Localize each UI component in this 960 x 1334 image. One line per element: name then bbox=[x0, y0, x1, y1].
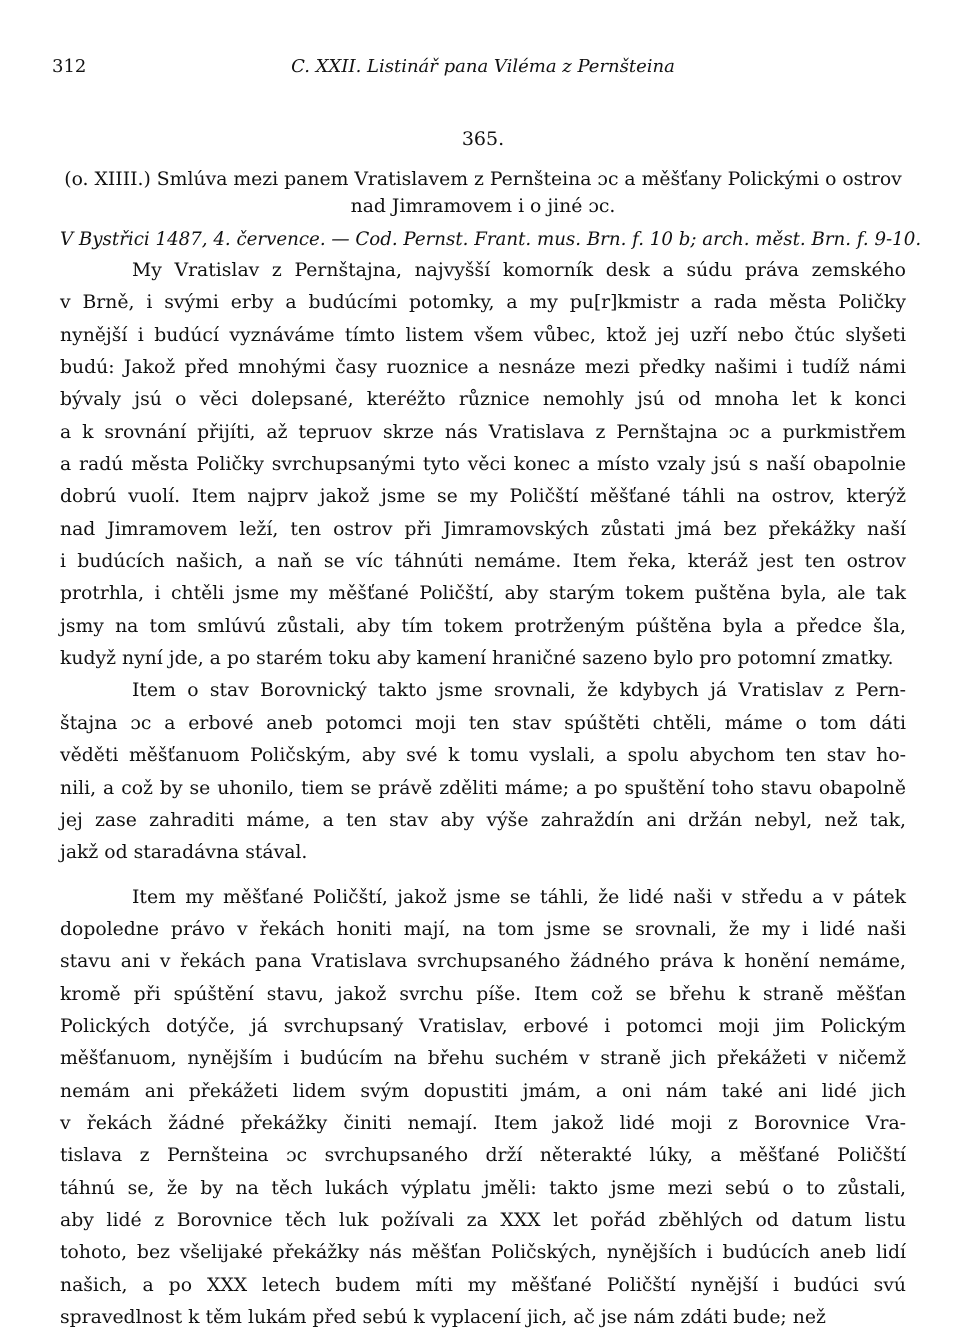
text-line: spravedlnost k těm lukám před sebú k vyplacení jich, ač jse nám zdáti bude; než bbox=[60, 1307, 826, 1328]
text-line: Item my měšťané Poličští, jakož jsme se táhli, že lidé naši v středu a v pátek bbox=[132, 886, 906, 908]
text-line: našich, a po XXX letech budem míti my měšťané Poličští nynější i budúci svú bbox=[60, 1274, 906, 1296]
text-line: dobrú vuolí. Item najprv jakož jsme se my Poličští měšťané táhli na ostrov, kterýž bbox=[60, 486, 906, 508]
text-line: věděti měšťanuom Poličským, aby své k tomu vyslali, a spolu abychom ten stav ho- bbox=[60, 745, 906, 767]
text-line: Item o stav Borovnický takto jsme srovnali, že kdybych já Vratislav z Pern- bbox=[132, 680, 906, 702]
paragraph-gap bbox=[60, 870, 906, 882]
text-line: stavu ani v řekách pana Vratislava svrchupsaného žádného práva k honění nemáme, bbox=[60, 951, 906, 973]
text-line: jakž od staradávna stával. bbox=[60, 842, 308, 864]
source-citation: V Bystřici 1487, 4. července. — Cod. Pernst. Frant. mus. Brn. f. 10 b; arch. měst. Brn. f. 9-10. bbox=[60, 229, 922, 250]
text-line: štajna ɔc a erbové aneb potomci moji ten stav spúštěti chtěli, máme o tom dáti bbox=[60, 712, 906, 734]
paragraph bbox=[60, 675, 906, 869]
text-line: jsmy na tom smlúvú zůstali, aby tím tokem protrženým púštěna byla a předce šla, bbox=[60, 615, 906, 637]
text-line: a radú města Poličky svrchupsanými tyto věci konec a místo vzaly jsú s naší obapolnie bbox=[60, 454, 906, 476]
text-line: a k srovnání přijíti, až tepruov skrze nás Vratislava z Pernštajna ɔc a purkmistřem bbox=[60, 421, 906, 443]
text-line: v Brně, i svými erby a budúcími potomky, a my pu[r]kmistr a rada města Poličky bbox=[60, 292, 906, 314]
text-line: dopoledne právo v řekách honiti mají, na tom jsme se srovnali, že my i lidé naši bbox=[60, 918, 906, 940]
text-line: měšťanuom, nynějším i budúcím na břehu suchém v straně jich překážeti v ničemž bbox=[60, 1048, 906, 1070]
page-number: 312 bbox=[52, 56, 87, 77]
text-line: nynější i budúcí vyznáváme tímto listem všem vůbec, ktož jej uzří nebo čtúc slyšeti bbox=[60, 324, 906, 346]
text-line: aby lidé z Borovnice těch luk požívali za XXX let pořád zběhlých od datum listu bbox=[60, 1209, 906, 1231]
document-number: 365. bbox=[461, 128, 505, 150]
text-line: bývaly jsú o věci dolepsané, kteréžto různice nemohly jsú od mnoha let k konci bbox=[60, 389, 906, 411]
text-line: v řekách žádné překážky činiti nemají. Item jakož lidé moji z Borovnice Vra- bbox=[60, 1112, 906, 1134]
text-line: tislava z Pernšteina ɔc svrchupsaného drží něterakté lúky, a měšťané Poličští bbox=[60, 1145, 906, 1167]
document-page bbox=[52, 52, 922, 1334]
paragraph bbox=[60, 255, 906, 675]
text-line: nemám ani překážeti lidem svým dopustiti jmám, a oni nám také ani lidé jich bbox=[60, 1080, 906, 1102]
heading-line: (o. XIIII.) Smlúva mezi panem Vratislavem z Pernšteina ɔc a měšťany Polickými o ostrov bbox=[64, 169, 902, 190]
text-line: tohoto, bez všelijaké překážky nás měšťan Poličských, nynějších i budúcích aneb lidí bbox=[60, 1242, 906, 1264]
text-line: kromě při spúštění stavu, jakož svrchu píše. Item což se břehu k straně měšťan bbox=[60, 983, 906, 1005]
text-line: My Vratislav z Pernštajna, najvyšší komorník desk a súdu práva zemského bbox=[132, 260, 906, 281]
body-text bbox=[60, 255, 906, 1334]
page-header bbox=[52, 52, 906, 86]
running-title: C. XXII. Listinář pana Viléma z Pernšteina bbox=[291, 56, 675, 77]
text-line: jej zase zahraditi máme, a ten stav aby výše zahraždín ani držán nebyl, než tak, bbox=[60, 809, 906, 831]
paragraph bbox=[60, 882, 906, 1334]
document-heading bbox=[60, 166, 906, 220]
text-line: i budúcích našich, a naň se víc táhnúti nemáme. Item řeka, kteráž jest ten ostrov bbox=[60, 551, 906, 573]
text-line: budú: Jakož před mnohými časy ruoznice a nesnáze mezi předky našimi i tudíž námi bbox=[60, 357, 906, 379]
text-line: nili, a což by se uhonilo, tiem se právě zděliti máme; a po spuštění toho stavu obapolně bbox=[60, 777, 906, 799]
text-line: Polických dotýče, já svrchupsaný Vratislav, erbové i potomci moji jim Polickým bbox=[60, 1015, 906, 1037]
text-line: nad Jimramovem leží, ten ostrov při Jimramovských zůstati jmá bez překážky naší bbox=[60, 518, 906, 540]
text-line: kudyž nyní jde, a po starém toku aby kamení hraničné sazeno bylo pro potomní zmatky. bbox=[60, 648, 894, 670]
text-line: táhnú se, že by na těch lukách výplatu jměli: takto jsme mezi sebú o to zůstali, bbox=[60, 1177, 906, 1199]
heading-line: nad Jimramovem i o jiné ɔc. bbox=[350, 196, 616, 217]
text-line: protrhla, i chtěli jsme my měšťané Poličští, aby starým tokem puštěna byla, ale tak bbox=[60, 583, 906, 605]
